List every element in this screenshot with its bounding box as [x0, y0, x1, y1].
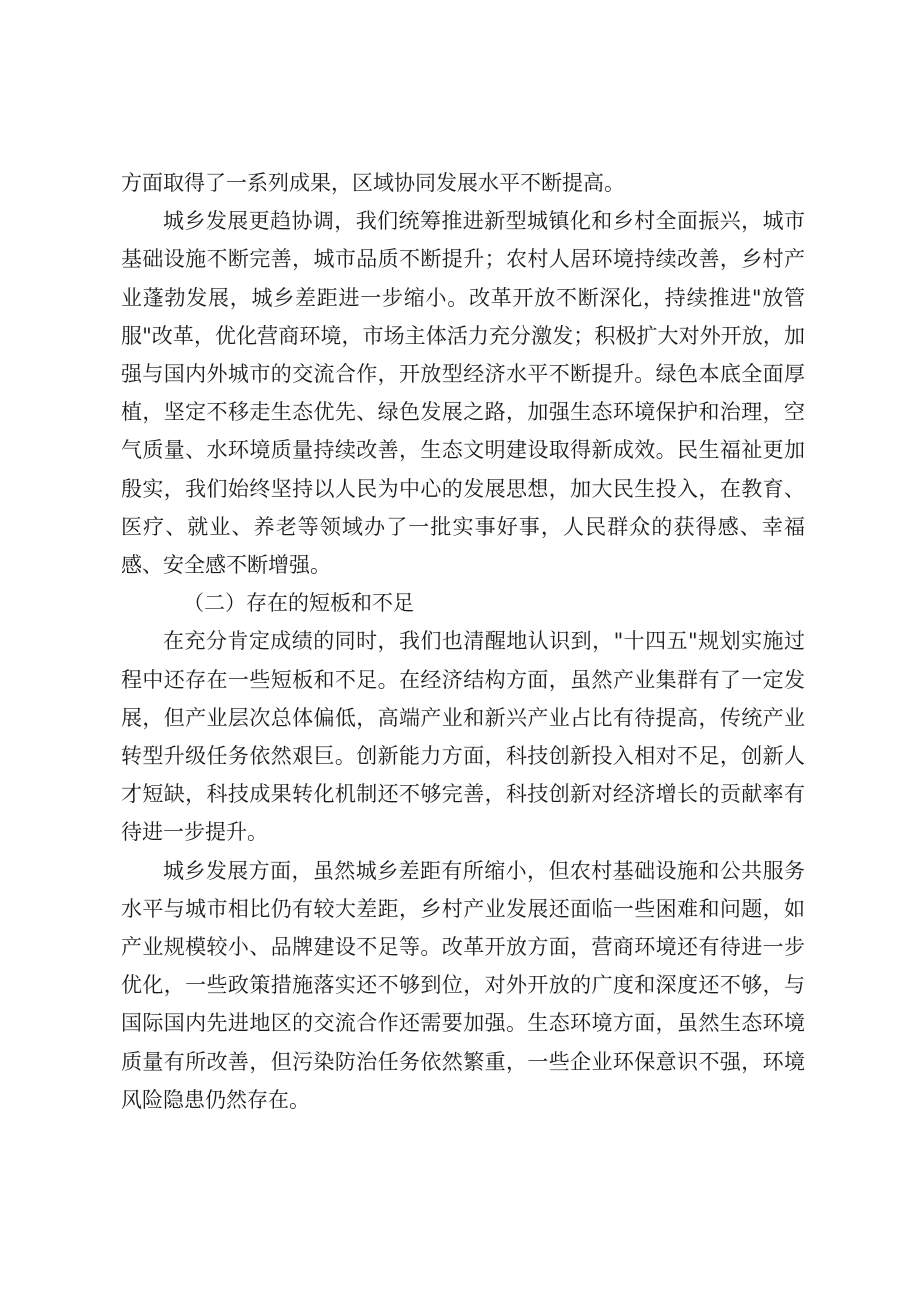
document-body: [121, 164, 805, 1119]
paragraph-urban-rural: 城乡发展更趋协调，我们统筹推进新型城镇化和乡村全面振兴，城市基础设施不断完善，城市品质不断提升；农村人居环境持续改善，乡村产业蓬勃发展，城乡差距进一步缩小。改革开放不断深化，持续推进"放管服"改革，优化营商环境，市场主体活力充分激发；积极扩大对外开放，加强与国内外城市的交流合作，开放型经济水平不断提升。绿色本底全面厚植，坚定不移走生态优先、绿色发展之路，加强生态环境保护和治理，空气质量、水环境质量持续改善，生态文明建设取得新成效。民生福祉更加殷实，我们始终坚持以人民为中心的发展思想，加大民生投入，在教育、医疗、就业、养老等领域办了一批实事好事，人民群众的获得感、幸福感、安全感不断增强。: [121, 209, 805, 578]
paragraph-continuation: 方面取得了一系列成果，区域协同发展水平不断提高。: [121, 171, 625, 195]
paragraph-shortcomings: 在充分肯定成绩的同时，我们也清醒地认识到，"十四五"规划实施过程中还存在一些短板和不足。在经济结构方面，虽然产业集群有了一定发展，但产业层次总体偏低，高端产业和新兴产业占比有待提高，传统产业转型升级任务依然艰巨。创新能力方面，科技创新投入相对不足，创新人才短缺，科技成果转化机制还不够完善，科技创新对经济增长的贡献率有待进一步提升。: [121, 629, 805, 845]
section-heading: （二）存在的短板和不足: [183, 591, 414, 616]
paragraph-urban-rural-issues: 城乡发展方面，虽然城乡差距有所缩小，但农村基础设施和公共服务水平与城市相比仍有较大差距，乡村产业发展还面临一些困难和问题，如产业规模较小、品牌建设不足等。改革开放方面，营商环境还有待进一步优化，一些政策措施落实还不够到位，对外开放的广度和深度还不够，与国际国内先进地区的交流合作还需要加强。生态环境方面，虽然生态环境质量有所改善，但污染防治任务依然繁重，一些企业环保意识不强，环境风险隐患仍然存在。: [121, 858, 805, 1112]
